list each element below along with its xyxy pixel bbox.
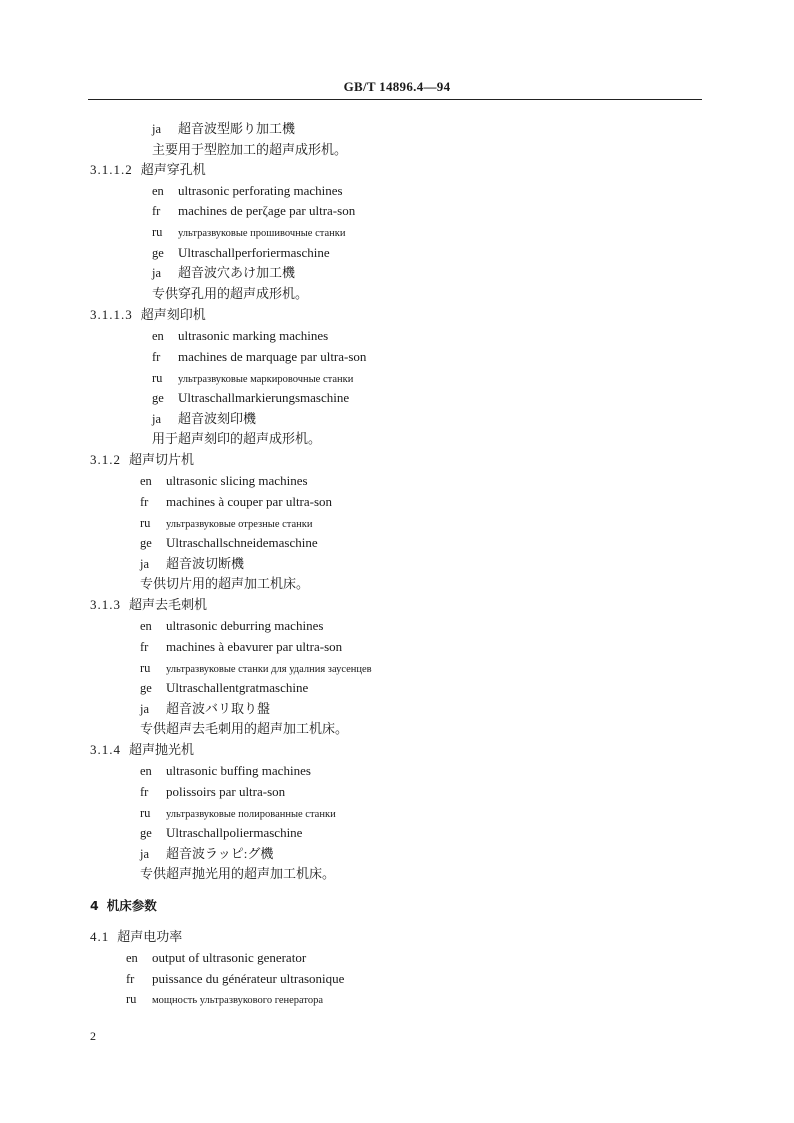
term-text: ultrasonic perforating machines (178, 183, 343, 198)
term-en (140, 473, 308, 489)
definition-text: 用于超声刻印的超声成形机。 (152, 431, 322, 446)
term-ru (152, 224, 345, 242)
section-number: 3.1.1.3 (90, 307, 133, 322)
term-ge (140, 825, 302, 841)
term-ge (152, 390, 349, 406)
header-rule (88, 99, 702, 100)
lang-code: ru (126, 992, 137, 1006)
lang-code: fr (140, 640, 149, 654)
lang-code: en (140, 619, 152, 633)
term-text: ультразвуковые полированные станки (166, 809, 336, 820)
lang-code: ge (140, 681, 152, 695)
section-number: 3.1.4 (90, 742, 121, 757)
lang-code: en (152, 184, 164, 198)
definition-text: 专供切片用的超声加工机床。 (140, 576, 310, 591)
lang-code: ru (140, 806, 151, 820)
term-text: polissoirs par ultra-son (166, 784, 286, 799)
lang-code: ge (140, 536, 152, 550)
lang-code: en (152, 329, 164, 343)
definition-text: 专供超声抛光用的超声加工机床。 (140, 866, 336, 881)
lang-code: ge (152, 246, 164, 260)
term-text: Ultraschallpoliermaschine (166, 825, 303, 840)
term-text: 超音波切断機 (166, 556, 245, 571)
term-text: ультразвуковые прошивочные станки (178, 228, 346, 239)
term-text: 超音波バリ取り盤 (166, 701, 271, 716)
term-ru (152, 370, 353, 388)
term-en (152, 328, 328, 344)
term-text: Ultraschallentgratmaschine (166, 680, 309, 695)
term-text: ultrasonic deburring machines (166, 618, 324, 633)
definition (152, 431, 321, 447)
definition (140, 866, 335, 882)
section-title: 超声切片机 (129, 452, 195, 467)
section-3-1-1-2 (90, 162, 206, 178)
term-ja (140, 556, 244, 572)
term-en (152, 183, 343, 199)
term-fr (140, 784, 285, 800)
lang-code: fr (152, 204, 161, 218)
section-3-1-4 (90, 742, 194, 758)
lang-code: fr (152, 350, 161, 364)
section-title: 超声抛光机 (129, 742, 195, 757)
term-en (126, 950, 306, 966)
definition (140, 576, 309, 592)
term-text: ультразвуковые маркировочные станки (178, 374, 354, 385)
document-header: GB/T 14896.4—94 (343, 79, 451, 94)
section-title: 机床参数 (106, 898, 157, 913)
definition (152, 142, 347, 158)
lang-code: fr (140, 495, 149, 509)
term-text: Ultraschallschneidemaschine (166, 535, 318, 550)
term-ja (140, 846, 273, 862)
term-en (140, 618, 323, 634)
term-text: machines de marquage par ultra-son (178, 349, 367, 364)
lang-code: en (140, 474, 152, 488)
lang-code: ja (152, 122, 162, 136)
definition-text: 专供穿孔用的超声成形机。 (152, 286, 309, 301)
section-title: 超声刻印机 (140, 307, 206, 322)
section-title: 超声电功率 (117, 929, 183, 944)
term-text: ультразвуковые отрезные станки (166, 519, 313, 530)
section-3-1-3 (90, 597, 207, 613)
definition (140, 721, 348, 737)
term-text: 超音波型彫り加工機 (178, 121, 296, 136)
term-text: output of ultrasonic generator (152, 950, 307, 965)
section-number: 4 (90, 898, 99, 913)
section-number: 4.1 (90, 929, 110, 944)
term-text: ultrasonic buffing machines (166, 763, 311, 778)
term-ru (140, 660, 372, 678)
term-text: мощность ультразвукового генератора (152, 995, 324, 1006)
lang-code: ja (140, 847, 150, 861)
term-fr (126, 971, 344, 987)
lang-code: ru (152, 371, 163, 385)
lang-code: ja (152, 412, 162, 426)
term-fr (140, 494, 332, 510)
lang-code: en (140, 764, 152, 778)
term-text: Ultraschallperforiermaschine (178, 245, 330, 260)
term-ja (152, 265, 295, 281)
section-title: 超声去毛刺机 (129, 597, 208, 612)
lang-code: ru (152, 225, 163, 239)
term-text: Ultraschallmarkierungsmaschine (178, 390, 350, 405)
term-text: machines de perζage par ultra-son (178, 203, 356, 218)
section-number: 3.1.3 (90, 597, 121, 612)
section-number: 3.1.2 (90, 452, 121, 467)
term-text: puissance du générateur ultrasonique (152, 971, 345, 986)
definition-text: 专供超声去毛刺用的超声加工机床。 (140, 721, 349, 736)
term-en (140, 763, 311, 779)
term-text: ultrasonic slicing machines (166, 473, 308, 488)
lang-code: ge (140, 826, 152, 840)
term-ru (140, 515, 313, 533)
term-fr (152, 349, 366, 365)
section-title: 超声穿孔机 (140, 162, 206, 177)
lang-code: fr (140, 785, 149, 799)
lang-code: ja (140, 702, 150, 716)
section-3-1-2 (90, 452, 194, 468)
section-3-1-1-3 (90, 307, 206, 323)
term-text: 超音波穴あけ加工機 (178, 265, 296, 280)
term-text: ультразвуковые станки для удалния заусенцев (166, 664, 372, 675)
term-text: 超音波刻印機 (178, 411, 257, 426)
term-ge (140, 680, 308, 696)
lang-code: ja (140, 557, 150, 571)
section-number: 3.1.1.2 (90, 162, 133, 177)
lang-code: ja (152, 266, 162, 280)
lang-code: ge (152, 391, 164, 405)
lang-code: fr (126, 972, 135, 986)
lang-code: ru (140, 661, 151, 675)
term-text: ultrasonic marking machines (178, 328, 329, 343)
term-ru (126, 991, 323, 1009)
term-ja (152, 411, 256, 427)
definition-text: 主要用于型腔加工的超声成形机。 (152, 142, 348, 157)
term-text: machines à couper par ultra-son (166, 494, 333, 509)
lang-code: ru (140, 516, 151, 530)
definition (152, 286, 308, 302)
page-number: 2 (90, 1029, 96, 1043)
term-ja (140, 701, 270, 717)
term-ge (140, 535, 318, 551)
term-text: machines à ebavurer par ultra-son (166, 639, 343, 654)
section-4-heading (90, 898, 157, 914)
term-ja (152, 121, 295, 137)
term-fr (140, 639, 342, 655)
term-text: 超音波ラッピ:グ機 (166, 846, 274, 861)
lang-code: en (126, 951, 138, 965)
section-4-1 (90, 929, 182, 945)
term-ru (140, 805, 336, 823)
term-ge (152, 245, 330, 261)
term-fr (152, 203, 355, 219)
